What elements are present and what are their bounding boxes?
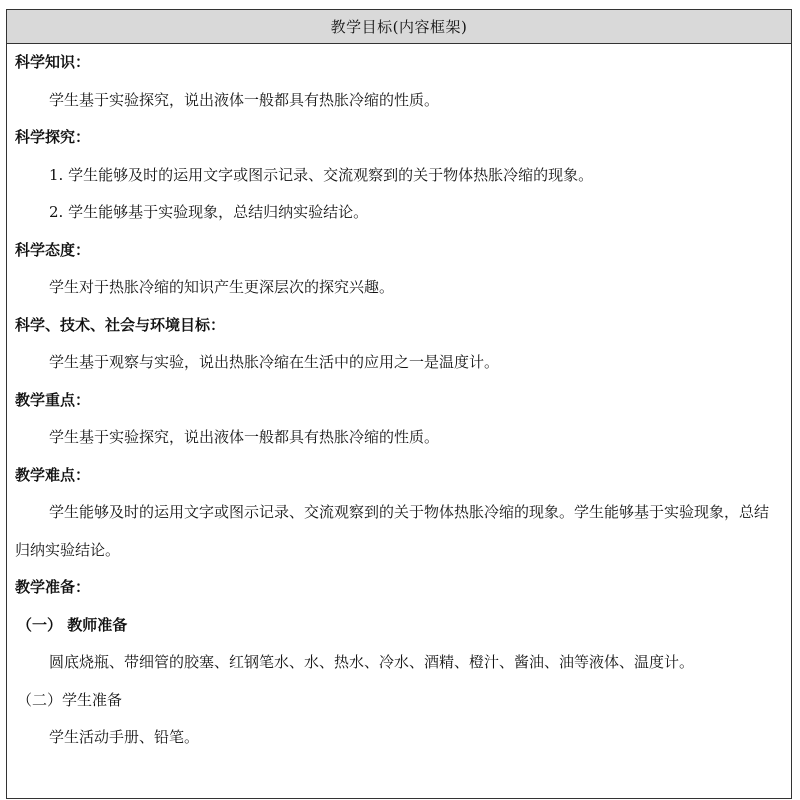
student-preparation-heading: （二）学生准备 bbox=[17, 690, 123, 709]
inquiry-item-2: 2. 学生能够基于实验现象，总结归纳实验结论。 bbox=[49, 203, 369, 221]
section-heading-inquiry: 科学探究： bbox=[15, 128, 91, 146]
knowledge-text: 学生基于实验探究，说出液体一般都具有热胀冷缩的性质。 bbox=[49, 90, 440, 109]
stse-text: 学生基于观察与实验，说出热胀冷缩在生活中的应用之一是温度计。 bbox=[49, 353, 500, 371]
section-heading-attitude: 科学态度： bbox=[15, 240, 91, 259]
student-preparation-text: 学生活动手册、铅笔。 bbox=[49, 728, 200, 746]
section-heading-stse: 科学、技术、社会与环境目标： bbox=[15, 315, 226, 334]
section-heading-key-point: 教学重点： bbox=[15, 390, 91, 409]
lesson-plan-table bbox=[6, 9, 792, 799]
section-heading-preparation: 教学准备： bbox=[15, 578, 91, 596]
page-title: 教学目标(内容框架) bbox=[330, 18, 468, 36]
inquiry-item-1: 1. 学生能够及时的运用文字或图示记录、交流观察到的关于物体热胀冷缩的现象。 bbox=[49, 165, 594, 184]
key-point-text: 学生基于实验探究，说出液体一般都具有热胀冷缩的性质。 bbox=[49, 428, 440, 446]
teacher-preparation-text: 圆底烧瓶、带细管的胶塞、红钢笔水、水、热水、冷水、酒精、橙汁、酱油、油等液体、温度计。 bbox=[49, 653, 695, 671]
teacher-preparation-heading: （一） 教师准备 bbox=[17, 615, 128, 634]
table-content bbox=[7, 44, 791, 757]
section-heading-difficulty: 教学难点： bbox=[15, 465, 91, 484]
table-header bbox=[7, 10, 791, 44]
difficulty-text: 学生能够及时的运用文字或图示记录、交流观察到的关于物体热胀冷缩的现象。学生能够基于实验现象，总结归纳实验结论。 bbox=[15, 503, 770, 559]
section-heading-knowledge: 科学知识： bbox=[15, 53, 91, 71]
attitude-text: 学生对于热胀冷缩的知识产生更深层次的探究兴趣。 bbox=[49, 278, 395, 296]
